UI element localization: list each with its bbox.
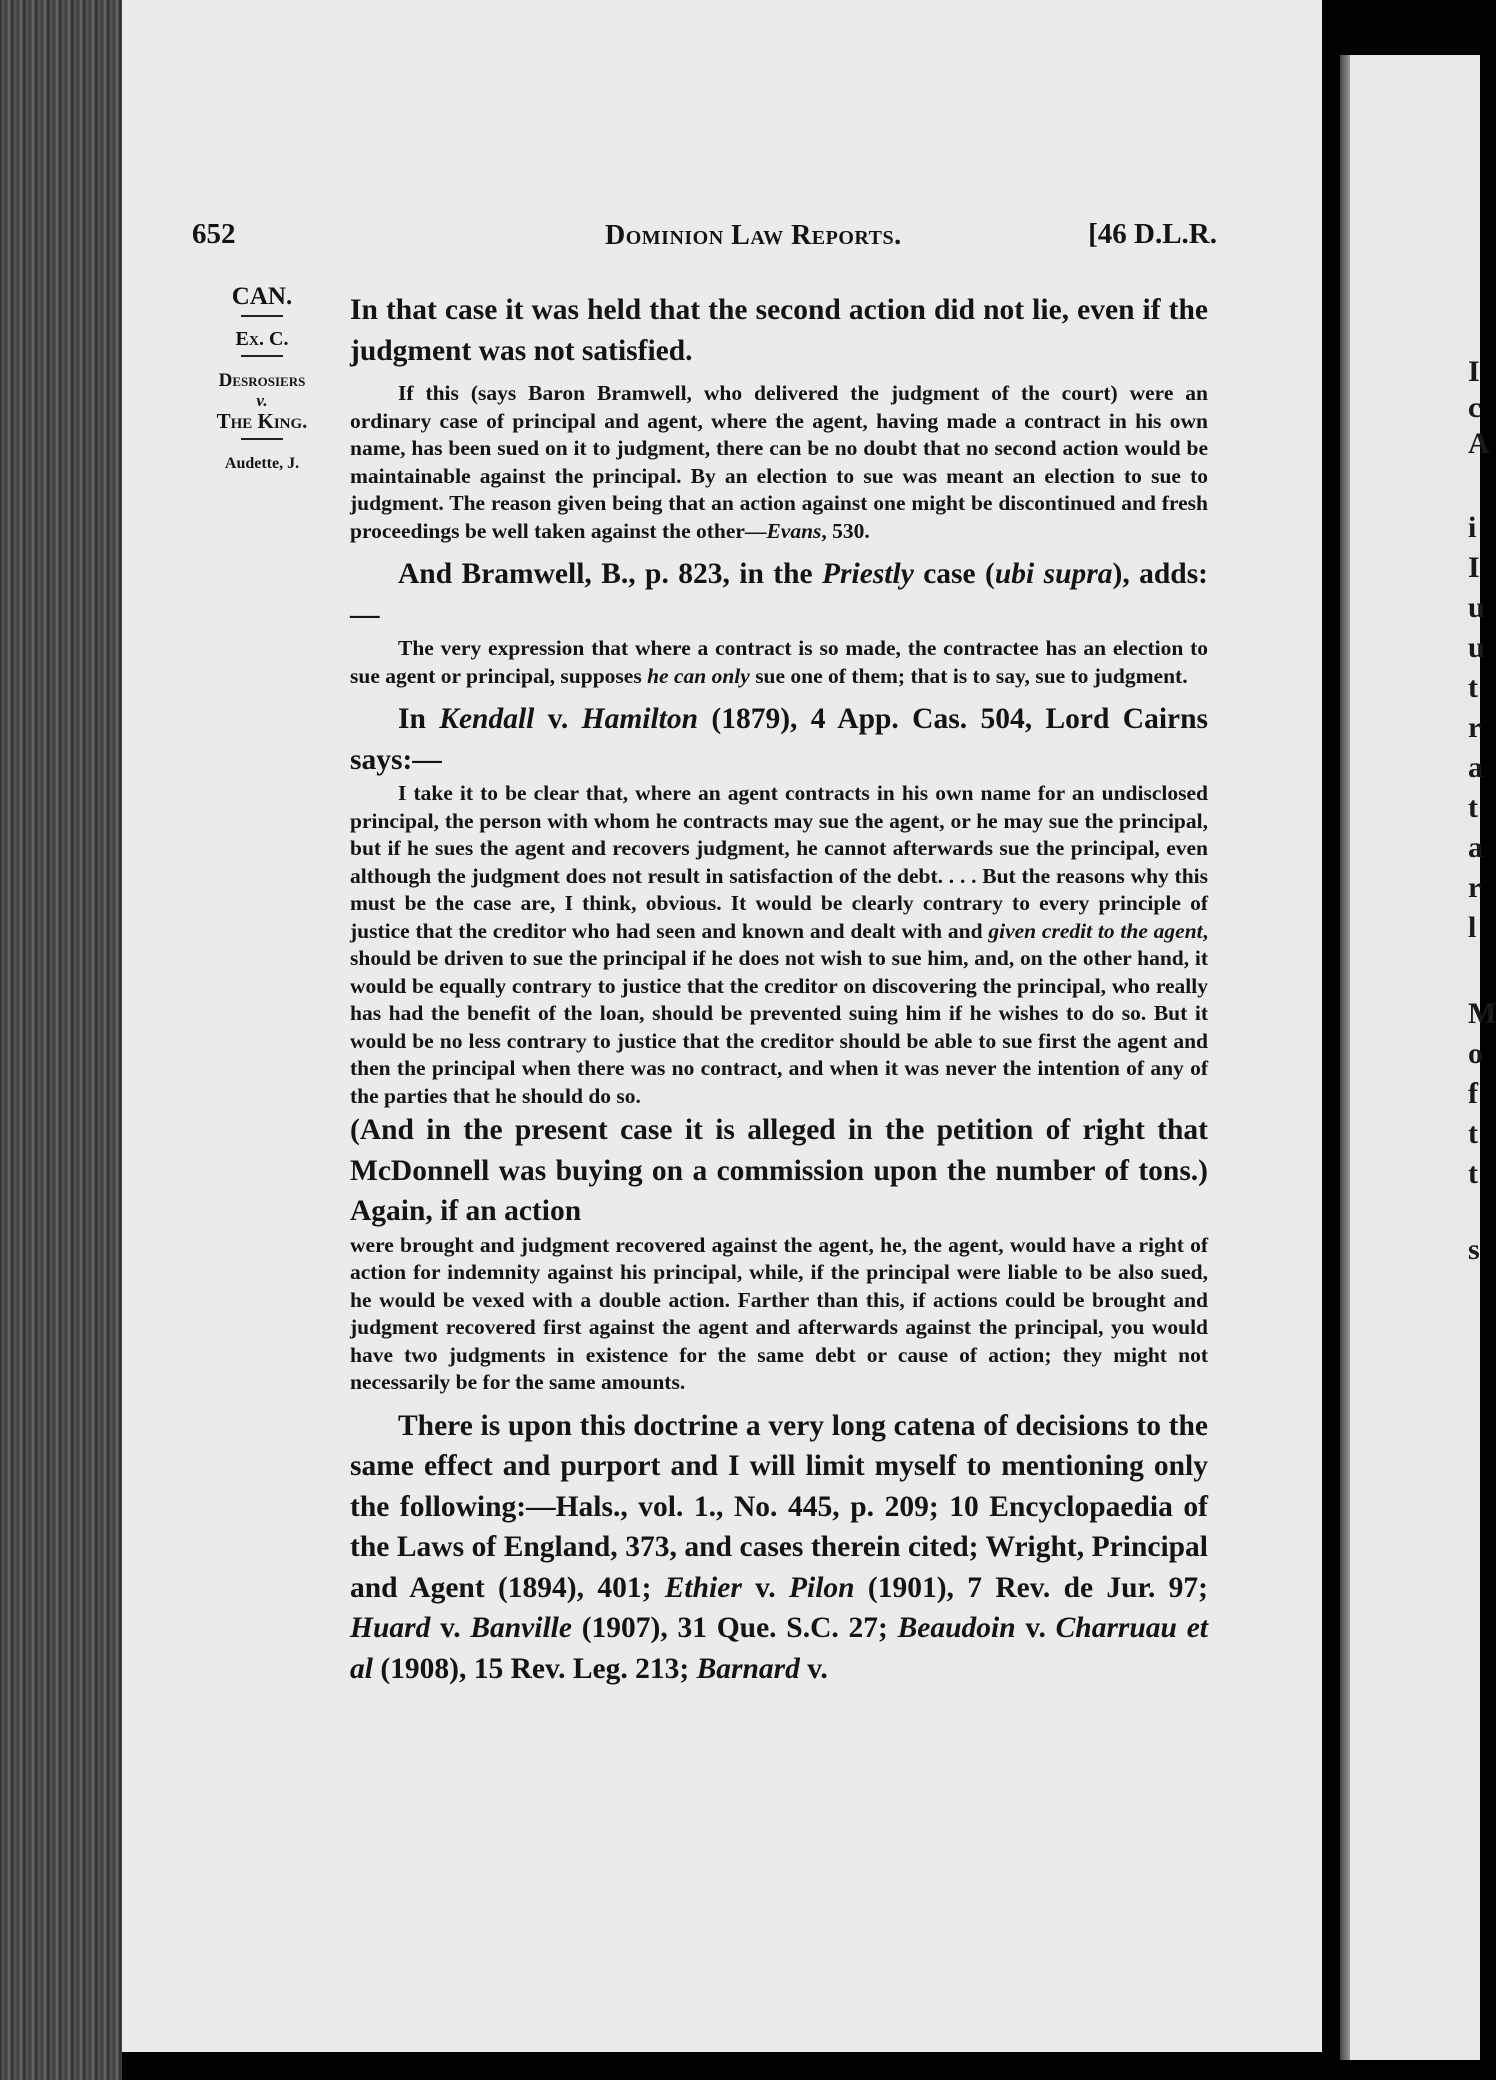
facing-fragment: t: [1468, 791, 1478, 824]
margin-division: Ex. C.: [235, 328, 289, 350]
facing-fragment: I: [1468, 551, 1480, 584]
quote-text: The very expression that where a contract is so made, the contractee has an election to sue agent or principal, supposes: [350, 636, 1208, 688]
margin-judge: Audette, J.: [224, 455, 300, 472]
case-name: Beaudoin: [897, 1612, 1016, 1644]
running-title: Dominion Law Reports.: [605, 220, 902, 251]
paragraph-text: v.: [741, 1571, 789, 1604]
facing-fragment: u: [1468, 591, 1485, 624]
case-name: Huard: [350, 1612, 431, 1644]
paragraph-text: case (: [913, 558, 995, 590]
emphasis: he can only: [647, 663, 750, 688]
paragraph-text: ), adds:—: [350, 558, 1208, 631]
case-name: Ethier: [664, 1571, 742, 1604]
paragraph-text: v.: [534, 703, 582, 735]
paragraph-text: (1879), 4 App. Cas. 504, Lord Cairns says:—: [350, 703, 1209, 776]
quote-text: If this (says Baron Bramwell, who delivered the judgment of the court) were an ordinary case of principal and agent, where the agent, having made a contract in his own name, has been sued on it to judgment, there can be no doubt that no second action would be maintainable against the principal. By an election to sue was meant an election to sue to judgment. The reason given being that an action against one might be discontinued and fresh proceedings be well taken against the other—: [350, 381, 1208, 543]
paragraph-text: And Bramwell, B., p. 823, in the: [398, 558, 823, 590]
case-name: Priestly: [822, 558, 914, 590]
facing-fragment: a: [1468, 831, 1483, 864]
book-binding: [0, 0, 122, 2080]
latin-phrase: ubi supra: [994, 558, 1113, 590]
quote-text: , should be driven to sue the principal if he does not wish to sue him, and, on the other hand, it would be equally contrary to justice that the creditor on discovering the principal, who really has had the benefit of the loan, should be prevented suing him if he wishes to do so. But it would be no less contrary to justice that the creditor should be able to sue first the agent and then the principal when there was no contract, and when it was never the intention of any of the parties that he should do so.: [350, 918, 1209, 1108]
block-quote: were brought and judgment recovered against the agent, he, the agent, would have a right of action for indemnity against his principal, while, if the principal were liable to be also sued, he would be vexed with a double action. Farther than this, if actions could be brought and judgment recovered first against the agent and afterwards against the principal, you would have two judgments in existence for the same debt or cause of action; they might not necessarily be for the same amounts.: [350, 1232, 1208, 1394]
margin-rule: [241, 355, 283, 357]
quote-text: sue one of them; that is to say, sue to judgment.: [749, 663, 1188, 688]
facing-fragment: t: [1468, 1117, 1478, 1150]
facing-fragment: s: [1468, 1233, 1480, 1266]
facing-fragment: i: [1468, 511, 1477, 544]
margin-rule: [241, 315, 283, 317]
case-name: Charruau et al: [350, 1612, 1209, 1685]
quote-text: I take it to be clear that, where an agent contracts in his own name for an undisclosed principal, the person with whom he contracts may sue the agent, or he may sue the principal, but if he sues the agent and recovers judgment, he cannot afterwards sue the principal, even although the judgment does not result in satisfaction of the debt. . . . But the reasons why this must be the case are, I think, obvious. It would be clearly contrary to every principle of justice that the creditor who had seen and known and dealt with and: [350, 781, 1208, 943]
facing-fragment: f: [1468, 1077, 1478, 1110]
facing-fragment: t: [1468, 1157, 1478, 1190]
paragraph-text: (1908), 15 Rev. Leg. 213;: [372, 1652, 697, 1685]
page-number: 652: [192, 218, 236, 250]
margin-notes: [167, 284, 357, 472]
facing-fragment: M: [1468, 997, 1496, 1030]
paragraph-text: v.: [430, 1612, 471, 1644]
page-header: [192, 218, 1217, 258]
facing-fragment: r: [1468, 711, 1482, 744]
facing-page-edge: [1340, 55, 1350, 2060]
case-name: Hamilton: [581, 703, 699, 735]
volume-reference: [46 D.L.R.: [1088, 218, 1217, 250]
case-name: Pilon: [788, 1571, 855, 1604]
paragraph-text: v.: [799, 1652, 828, 1685]
emphasis: given credit to the agent: [988, 918, 1203, 943]
margin-party-2: The King.: [216, 409, 308, 433]
margin-court: CAN.: [231, 283, 293, 310]
paragraph: [350, 554, 1208, 635]
block-quote: [350, 380, 1208, 545]
block-quote: [350, 635, 1208, 690]
margin-versus: v.: [256, 391, 268, 410]
block-quote: [350, 780, 1208, 1110]
case-name: Barnard: [696, 1652, 800, 1685]
paragraph: [350, 699, 1208, 780]
facing-page: [1340, 55, 1496, 2060]
paragraph: (And in the present case it is alleged in the petition of right that McDonnell was buying on a commission upon the number of tons.) Again, if an action: [350, 1114, 1208, 1227]
case-name: Banville: [470, 1612, 572, 1644]
paragraph: [350, 1406, 1208, 1690]
facing-fragment: u: [1468, 631, 1485, 664]
facing-fragment: r: [1468, 871, 1482, 904]
facing-fragment: a: [1468, 751, 1483, 784]
paragraph: In that case it was held that the second action did not lie, even if the judgment was not satisfied.: [350, 294, 1208, 367]
margin-party-1: Desrosiers: [218, 370, 306, 391]
paragraph-text: (1907), 31 Que. S.C. 27;: [571, 1612, 898, 1644]
book-page: [122, 0, 1322, 2052]
case-name: Kendall: [439, 703, 535, 735]
facing-fragment: I: [1468, 355, 1480, 388]
facing-fragment: A: [1468, 427, 1490, 460]
quote-text: , 530.: [821, 518, 870, 543]
margin-rule: [241, 438, 283, 440]
paragraph-text: (1901), 7 Rev. de Jur. 97;: [854, 1571, 1208, 1604]
facing-fragment: l: [1468, 911, 1477, 944]
facing-fragment: c: [1468, 391, 1482, 424]
paragraph-text: There is upon this doctrine a very long catena of decisions to the same effect and purport and I will limit myself to mentioning only the following:—Hals., vol. 1., No. 445, p. 209; 10 Encyclopaedia of the Laws of England, 373, and cases therein cited; Wright, Principal and Agent (1894), 401;: [350, 1409, 1208, 1604]
case-citation: Evans: [766, 518, 822, 543]
facing-fragment: o: [1468, 1037, 1483, 1070]
facing-fragment: t: [1468, 671, 1478, 704]
paragraph-text: v.: [1015, 1612, 1056, 1644]
page-body: [350, 290, 1208, 1689]
paragraph-text: In: [398, 703, 440, 735]
